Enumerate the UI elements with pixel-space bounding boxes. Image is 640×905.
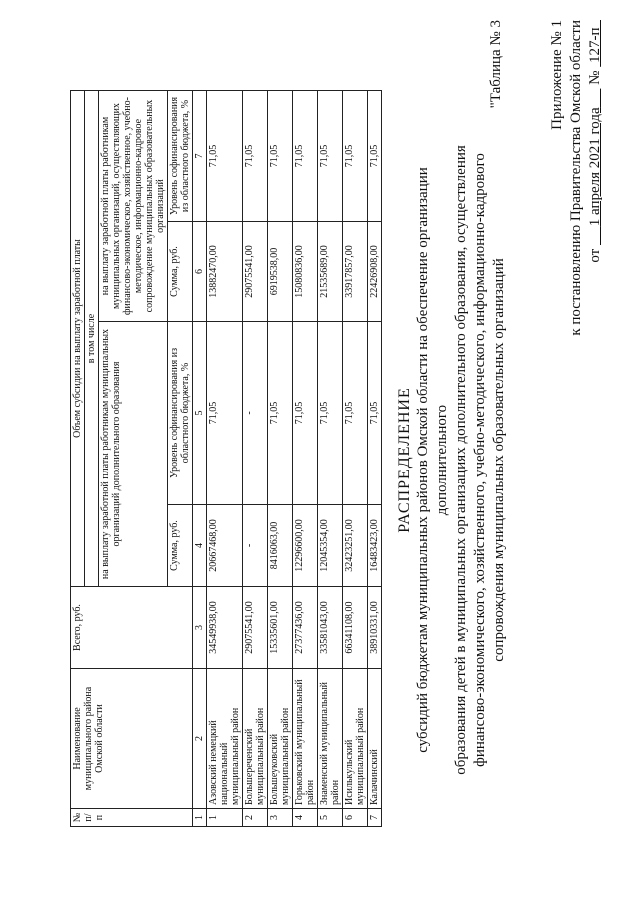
index-cell: 5 (193, 322, 207, 505)
header-level-1: Уровень софинансирования из областного бюджета, % (168, 322, 193, 505)
support-sum: 21535689,00 (318, 222, 343, 322)
support-sum: 13882470,00 (207, 222, 243, 322)
number-label: № (587, 70, 603, 85)
support-level: 71,05 (243, 91, 268, 222)
table-row (207, 91, 243, 827)
support-level: 71,05 (343, 91, 368, 222)
header-sum-2: Сумма, руб. (168, 222, 193, 322)
index-cell: 3 (193, 587, 207, 669)
table-row (343, 91, 368, 827)
support-level: 71,05 (207, 91, 243, 222)
row-number: 3 (268, 809, 293, 827)
subsidy-table (70, 90, 382, 827)
table-row (318, 91, 343, 827)
total-amount: 66341108,00 (343, 587, 368, 669)
index-cell: 6 (193, 222, 207, 322)
title-line-4: сопровождения муниципальных образовательных организаций (491, 258, 507, 662)
support-sum: 15080836,00 (293, 222, 318, 322)
appendix-line-2: к постановлению Правительства Омской области (568, 20, 584, 336)
district-name: Калачинский (368, 669, 382, 809)
header-group-1: на выплату заработной платы работникам муниципальных организаций дополнительного образования (99, 322, 168, 587)
row-number: 5 (318, 809, 343, 827)
table-container (70, 0, 380, 827)
index-cell: 1 (193, 809, 207, 827)
title-line-2: образования детей в муниципальных организациях дополнительного образования, осуществления (453, 145, 469, 775)
title-heading: РАСПРЕДЕЛЕНИЕ (396, 387, 413, 533)
district-name: Горьковский муниципальный район (293, 669, 318, 809)
education-level: 71,05 (318, 322, 343, 505)
column-index-row (193, 91, 207, 827)
row-number: 1 (207, 809, 243, 827)
education-sum: 12296600,00 (293, 505, 318, 587)
district-name: Исилькульский муниципальный район (343, 669, 368, 809)
total-amount: 29075541,00 (243, 587, 268, 669)
decree-date: 1 апреля 2021 года (587, 107, 603, 227)
title-line-3: финансово-экономического, хозяйственного, учебно-методического, информационно-кадрового (472, 153, 488, 767)
row-number: 6 (343, 809, 368, 827)
education-sum: 12045354,00 (318, 505, 343, 587)
decree-number: 127-п (587, 27, 603, 64)
header-volume: Объем субсидии на выплату заработной платы (71, 91, 85, 587)
support-sum: 33917857,00 (343, 222, 368, 322)
total-amount: 33581043,00 (318, 587, 343, 669)
header-including: в том числе (85, 91, 99, 587)
header-group-2: на выплату заработной платы работникам муниципальных организаций, осуществляющих финансово-экономическое, хозяйственное, учебно-методическое, информационно-кадровое сопровождение муниципальных образовательных организаций (99, 91, 168, 322)
support-level: 71,05 (293, 91, 318, 222)
support-sum: 22426908,00 (368, 222, 382, 322)
education-sum: 32423251,00 (343, 505, 368, 587)
education-sum: 16483423,00 (368, 505, 382, 587)
table-number-label: "Таблица № 3 (488, 20, 504, 109)
total-amount: 27377436,00 (293, 587, 318, 669)
education-sum: 8416063,00 (268, 505, 293, 587)
support-sum: 6919538,00 (268, 222, 293, 322)
table-row (243, 91, 268, 827)
header-num: № п/п (71, 809, 193, 827)
education-sum: 20667468,00 (207, 505, 243, 587)
district-name: Азовский немецкий национальный муниципальный район (207, 669, 243, 809)
total-amount: 38910331,00 (368, 587, 382, 669)
support-level: 71,05 (368, 91, 382, 222)
document-title (395, 125, 509, 795)
total-amount: 15335601,00 (268, 587, 293, 669)
education-level: 71,05 (268, 322, 293, 505)
support-level: 71,05 (268, 91, 293, 222)
index-cell: 2 (193, 669, 207, 809)
row-number: 2 (243, 809, 268, 827)
table-row (368, 91, 382, 827)
support-level: 71,05 (318, 91, 343, 222)
table-row (268, 91, 293, 827)
index-cell: 4 (193, 505, 207, 587)
header-sum-1: Сумма, руб. (168, 505, 193, 587)
education-level: 71,05 (368, 322, 382, 505)
table-row (293, 91, 318, 827)
from-label: от (587, 248, 603, 263)
row-number: 7 (368, 809, 382, 827)
row-number: 4 (293, 809, 318, 827)
header-level-2: Уровень софинансирования из областного бюджета, % (168, 91, 193, 222)
district-name: Знаменский муниципальный район (318, 669, 343, 809)
appendix-reference (548, 20, 605, 345)
district-name: Большереченский муниципальный район (243, 669, 268, 809)
appendix-line-1: Приложение № 1 (549, 20, 565, 130)
education-level: 71,05 (207, 322, 243, 505)
education-level: 71,05 (293, 322, 318, 505)
header-name: Наименование муниципального района Омской области (71, 669, 193, 809)
education-sum: - (243, 505, 268, 587)
district-name: Большеуковский муниципальный район (268, 669, 293, 809)
education-level: - (243, 322, 268, 505)
header-total: Всего, руб. (71, 587, 193, 669)
index-cell: 7 (193, 91, 207, 222)
support-sum: 29075541,00 (243, 222, 268, 322)
title-line-1: субсидий бюджетам муниципальных районов Омской области на обеспечение организации дополнительного (415, 167, 450, 753)
total-amount: 34549938,00 (207, 587, 243, 669)
education-level: 71,05 (343, 322, 368, 505)
appendix-date-line (586, 20, 605, 345)
